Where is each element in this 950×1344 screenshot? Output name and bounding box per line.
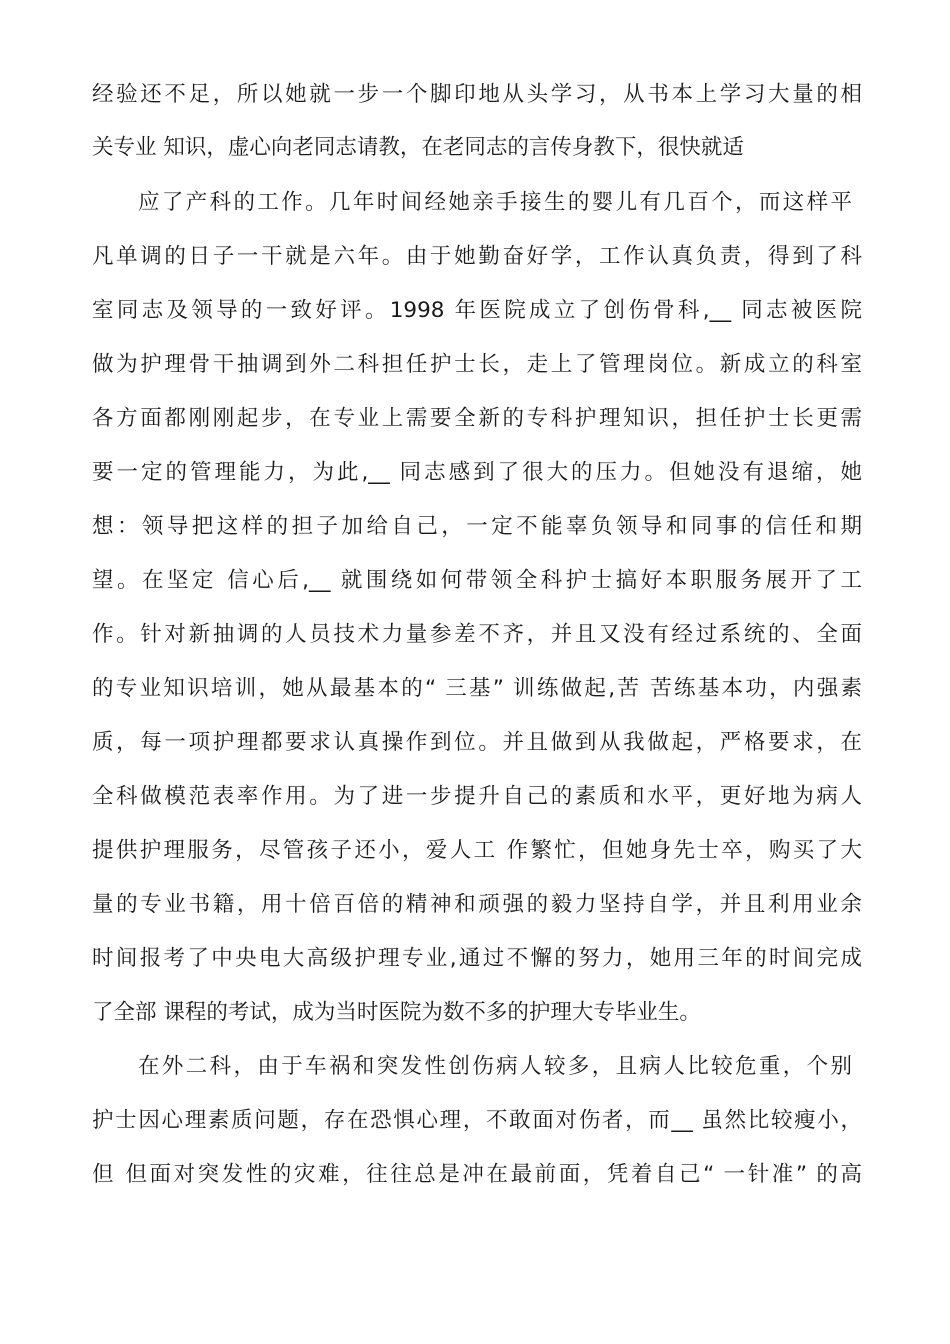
- text-line: 室同志及领导的一致好评。1998 年医院成立了创伤骨科,__ 同志被医院: [92, 298, 862, 323]
- text-line: 护士因心理素质问题，存在恐惧心理，不敢面对伤者，而__ 虽然比较瘦小，: [92, 1108, 862, 1133]
- text-line: 但 但面对突发性的灾难，往往总是冲在最前面，凭着自己“ 一针准” 的高: [92, 1162, 862, 1187]
- text-line: 望。在坚定 信心后,__ 就围绕如何带领全科护士搞好本职服务展开了工: [92, 568, 862, 593]
- text-line: 想：领导把这样的担子加给自己，一定不能辜负领导和同事的信任和期: [92, 514, 862, 539]
- text-line: 要一定的管理能力，为此,__ 同志感到了很大的压力。但她没有退缩，她: [92, 460, 862, 485]
- text-line: 凡单调的日子一干就是六年。由于她勤奋好学，工作认真负责，得到了科: [92, 244, 862, 269]
- paragraph-first-line: 应了产科的工作。几年时间经她亲手接生的婴儿有几百个，而这样平: [138, 190, 852, 215]
- text-line: 各方面都刚刚起步，在专业上需要全新的专科护理知识，担任护士长更需: [92, 406, 862, 431]
- text-line: 量的专业书籍，用十倍百倍的精神和顽强的毅力坚持自学，并且利用业余: [92, 892, 862, 917]
- text-line: 质，每一项护理都要求认真操作到位。并且做到从我做起，严格要求，在: [92, 730, 862, 755]
- text-line: 提供护理服务，尽管孩子还小，爱人工 作繁忙，但她身先士卒，购买了大: [92, 838, 862, 863]
- text-line: 做为护理骨干抽调到外二科担任护士长，走上了管理岗位。新成立的科室: [92, 352, 862, 377]
- text-line: 全科做模范表率作用。为了进一步提升自己的素质和水平，更好地为病人: [92, 784, 862, 809]
- text-line: 关专业 知识，虚心向老同志请教，在老同志的言传身教下，很快就适: [92, 135, 744, 160]
- text-line: 了全部 课程的考试，成为当时医院为数不多的护理大专毕业生。: [92, 1000, 701, 1025]
- text-line: 的专业知识培训，她从最基本的“ 三基” 训练做起,苦 苦练基本功，内强素: [92, 676, 862, 701]
- text-line: 时间报考了中央电大高级护理专业,通过不懈的努力，她用三年的时间完成: [92, 946, 862, 971]
- text-line: 经验还不足，所以她就一步一个脚印地从头学习，从书本上学习大量的相: [92, 82, 862, 107]
- text-line: 作。针对新抽调的人员技术力量参差不齐，并且又没有经过系统的、全面: [92, 622, 862, 647]
- paragraph-first-line: 在外二科，由于车祸和突发性创伤病人较多，且病人比较危重，个别: [138, 1054, 852, 1079]
